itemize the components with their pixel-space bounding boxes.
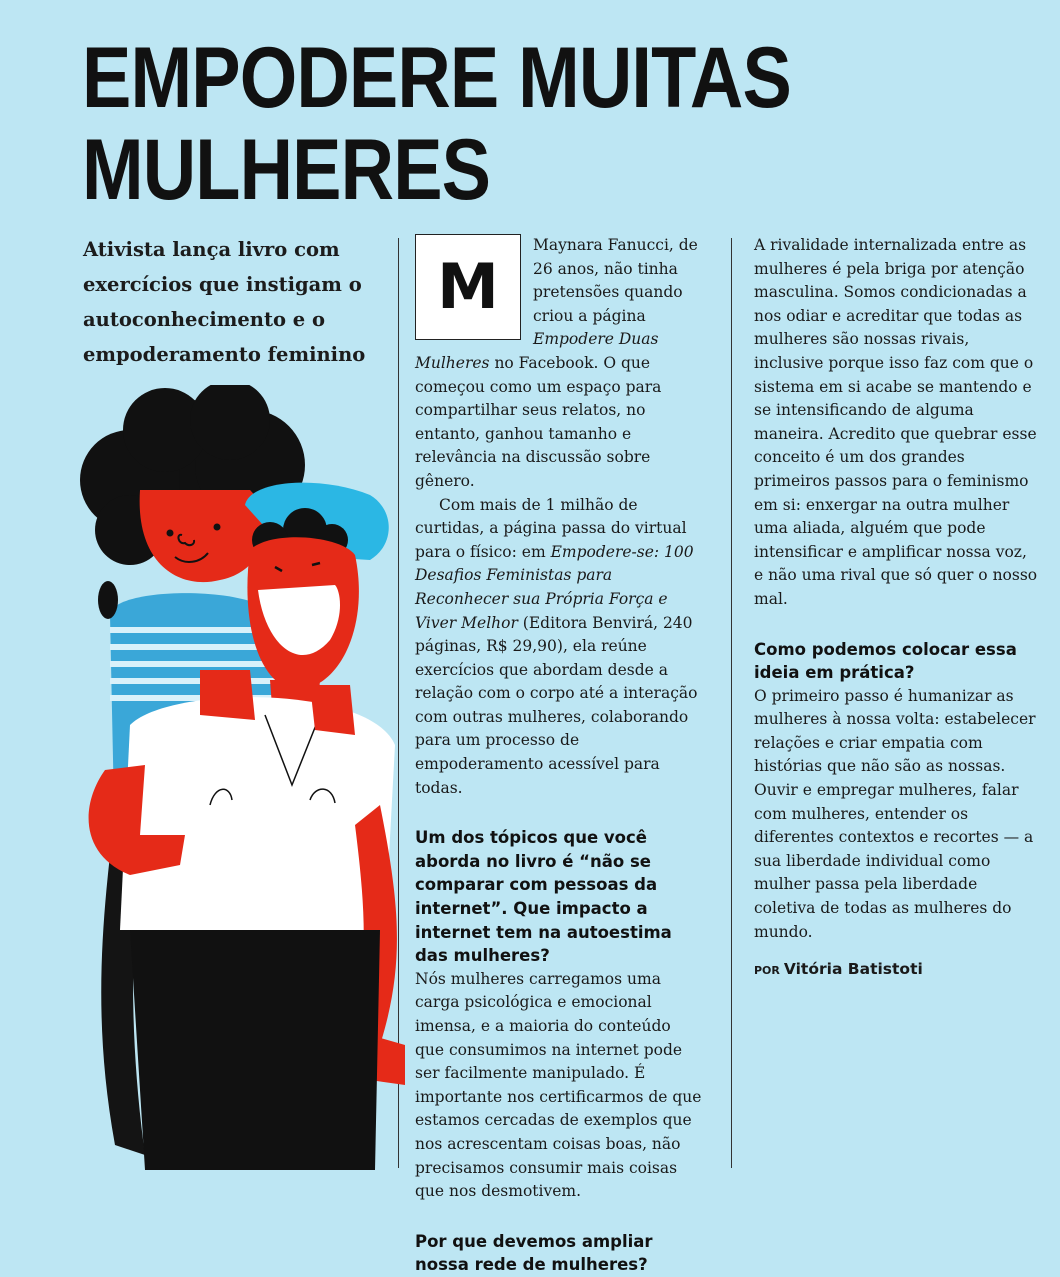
article-column-2 [754, 234, 1040, 983]
earring [98, 581, 118, 619]
column-rule-right [731, 238, 732, 1168]
dropcap: M [415, 234, 521, 340]
byline [754, 958, 1040, 983]
paragraph-book: Com mais de 1 milhão de curtidas, a página passa do virtual para o físico: em Empodere-se: 100 Desafios Feministas para Reconhecer sua Própria Força e Viver Melhor (Editora Benvirá, 240 páginas, R$ 29,90), ela reúne exercícios que abordam desde a relação com o corpo até a interação com outras mulheres, colaborando para um processo de empoderamento acessível para todas. [415, 495, 698, 797]
question-1: Um dos tópicos que você aborda no livro é “não se comparar com pessoas da internet”. Que impacto a internet tem na autoestima das mulheres? [415, 828, 672, 966]
article-column-1 [415, 234, 703, 1277]
illustration-two-women [70, 385, 410, 1170]
headline-line-2: MULHERES [82, 122, 491, 218]
hand-right [310, 685, 355, 735]
headline [82, 32, 856, 216]
subtitle: Ativista lança livro com exercícios que instigam o autoconhecimento e o empoderamento feminino [83, 238, 366, 366]
hand-left [200, 670, 255, 720]
paragraph-intro: Maynara Fanucci, de 26 anos, não tinha pretensões quando criou a página Empodere Duas Mulheres no Facebook. O que começou como um espaço para compartilhar seus relatos, no entanto, ganhou tamanho e relevância na discussão sobre gênero. [415, 236, 698, 490]
headline-line-1: EMPODERE MUITAS [82, 30, 791, 126]
byline-author: Vitória Batistoti [783, 960, 923, 979]
question-2: Por que devemos ampliar nossa rede de mulheres? [415, 1231, 653, 1275]
question-3: Como podemos colocar essa ideia em prática? [754, 639, 1017, 683]
byline-prefix: POR [754, 964, 780, 978]
answer-1: Nós mulheres carregamos uma carga psicológica e emocional imensa, e a maioria do conteúdo que consumimos na internet pode ser facilmente manipulado. É importante nos certificarmos de que estamos cercadas de exemplos que nos acrescentam coisas boas, não precisamos consumir mais coisas que nos desmotivem. [415, 969, 702, 1201]
answer-2: A rivalidade internalizada entre as mulheres é pela briga por atenção masculina. Somos condicionadas a nos odiar e acreditar que todas as mulheres são nossas rivais, inclusive porque isso faz com que o sistema em si acabe se mantendo e se intensificando de alguma maneira. Acredito que quebrar esse conceito é um dos grandes primeiros passos para o feminismo em si: enxergar na outra mulher uma aliada, alguém que pode intensificar e amplificar nossa voz, e não uma rival que só quer o nosso mal. [754, 236, 1038, 608]
front-woman-pants [130, 930, 380, 1170]
answer-3: O primeiro passo é humanizar as mulheres à nossa volta: estabelecer relações e criar empatia com histórias que não são as nossas. Ouvir e empregar mulheres, falar com mulheres, entender os diferentes contextos e recortes — a sua liberdade individual como mulher passa pela liberdade coletiva de todas as mulheres do mundo. [754, 686, 1036, 941]
